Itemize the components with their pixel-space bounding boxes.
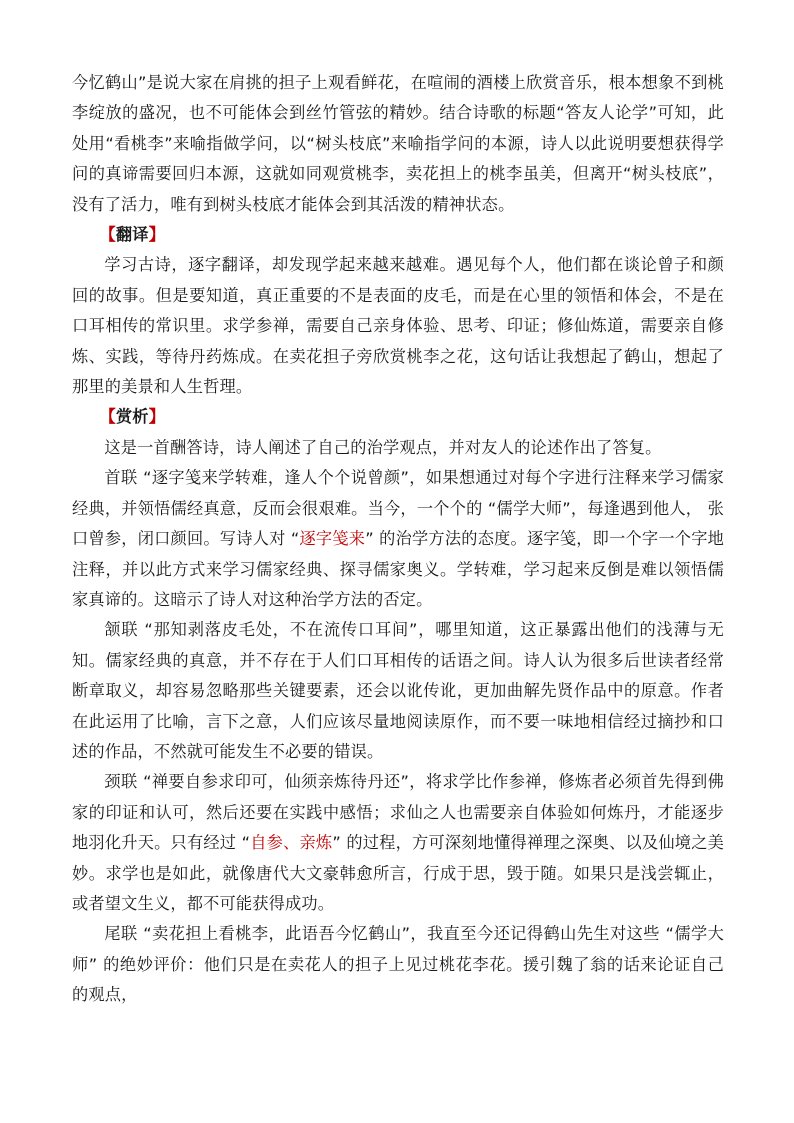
third-couplet-highlight: 自参、亲炼 — [250, 833, 333, 853]
appreciation-heading-close-bracket: 】 — [148, 407, 166, 427]
first-couplet-highlight: 逐字笺来 — [299, 529, 366, 549]
first-couplet-text-part1: 首联 “逐字笺来学转难，逢人个个说曾颜”，如果想通过对每个字进行注释来学习儒家经典，并领悟儒经真意，反而会很艰难。当今，一个个的 “儒学大师”，每逢遇到他人， 张口曾参，闭口颜回。写诗人对 “ — [72, 468, 724, 549]
appreciation-heading — [72, 402, 724, 432]
translation-heading-close-bracket: 】 — [148, 225, 166, 245]
translation-heading — [72, 220, 724, 250]
first-couplet-text-part2: ” 的治学方法的态度。逐字笺，即一个字一个字地注释，并以此方式来学习儒家经典、探寻儒家奥义。学转难，学习起来反倒是难以领悟儒家真谛的。这暗示了诗人对这种治学方法的否定。 — [72, 529, 725, 609]
second-couplet-paragraph: 颔联 “那知剥落皮毛处，不在流传口耳间”，哪里知道，这正暴露出他们的浅薄与无知。儒家经典的真意，并不存在于人们口耳相传的话语之间。诗人认为很多后世读者经常断章取义，却容易忽略那些关键要素，还会以讹传讹，更加曲解先贤作品中的原意。作者在此运用了比喻，言下之意，人们应该尽量地阅读原作，而不要一味地相信经过摘抄和口述的作品，不然就可能发生不必要的错误。 — [72, 620, 724, 761]
first-couplet-paragraph — [72, 463, 724, 615]
third-couplet-text-part2: ” 的过程，方可深刻地懂得禅理之深奥、以及仙境之美妙。求学也是如此，就像唐代大文豪韩愈所言，行成于思，毁于随。如果只是浅尝辄止，或者望文生义，都不可能获得成功。 — [72, 833, 725, 913]
appreciation-heading-label: 赏析 — [115, 407, 149, 427]
third-couplet-text-part1: 颈联 “禅要自参求印可，仙须亲炼待丹还”，将求学比作参禅，修炼者必须首先得到佛家的印证和认可，然后还要在实践中感悟；求仙之人也需要亲自体验如何炼丹，才能逐步地羽化升天。只有经过 “ — [72, 772, 724, 853]
translation-heading-open-bracket: 【 — [99, 225, 116, 245]
translation-paragraph: 学习古诗，逐字翻译，却发现学起来越来越难。遇见每个人，他们都在谈论曾子和颜回的故事。但是要知道，真正重要的不是表面的皮毛，而是在心里的领悟和体会，不是在口耳相传的常识里。求学参禅，需要自己亲身体验、思考、印证；修仙炼道，需要亲自修炼、实践，等待丹药炼成。在卖花担子旁欣赏桃李之花，这句话让我想起了鹤山，想起了那里的美景和人生哲理。 — [72, 255, 724, 397]
last-couplet-paragraph: 尾联 “卖花担上看桃李，此语吾今忆鹤山”，我直至今还记得鹤山先生对这些 “儒学大师” 的绝妙评价：他们只是在卖花人的担子上见过桃花李花。援引魏了翁的话来论证自己的观点， — [72, 924, 724, 1005]
appreciation-heading-open-bracket: 【 — [99, 407, 116, 427]
document-page — [72, 68, 724, 1011]
translation-heading-label: 翻译 — [115, 225, 149, 245]
third-couplet-paragraph — [72, 767, 724, 919]
appreciation-intro-paragraph: 这是一首酬答诗，诗人阐述了自己的治学观点，并对友人的论述作出了答复。 — [104, 437, 662, 457]
intro-paragraph: 今忆鹤山”是说大家在肩挑的担子上观看鲜花，在喧闹的酒楼上欣赏音乐，根本想象不到桃李绽放的盛况，也不可能体会到丝竹管弦的精妙。结合诗歌的标题“答友人论学”可知，此处用“看桃李”来喻指做学问，以“树头枝底”来喻指学问的本源，诗人以此说明要想获得学问的真谛需要回归本源，这就如同观赏桃李，卖花担上的桃李虽美，但离开“树头枝底”，没有了活力，唯有到树头枝底才能体会到其活泼的精神状态。 — [72, 73, 724, 214]
